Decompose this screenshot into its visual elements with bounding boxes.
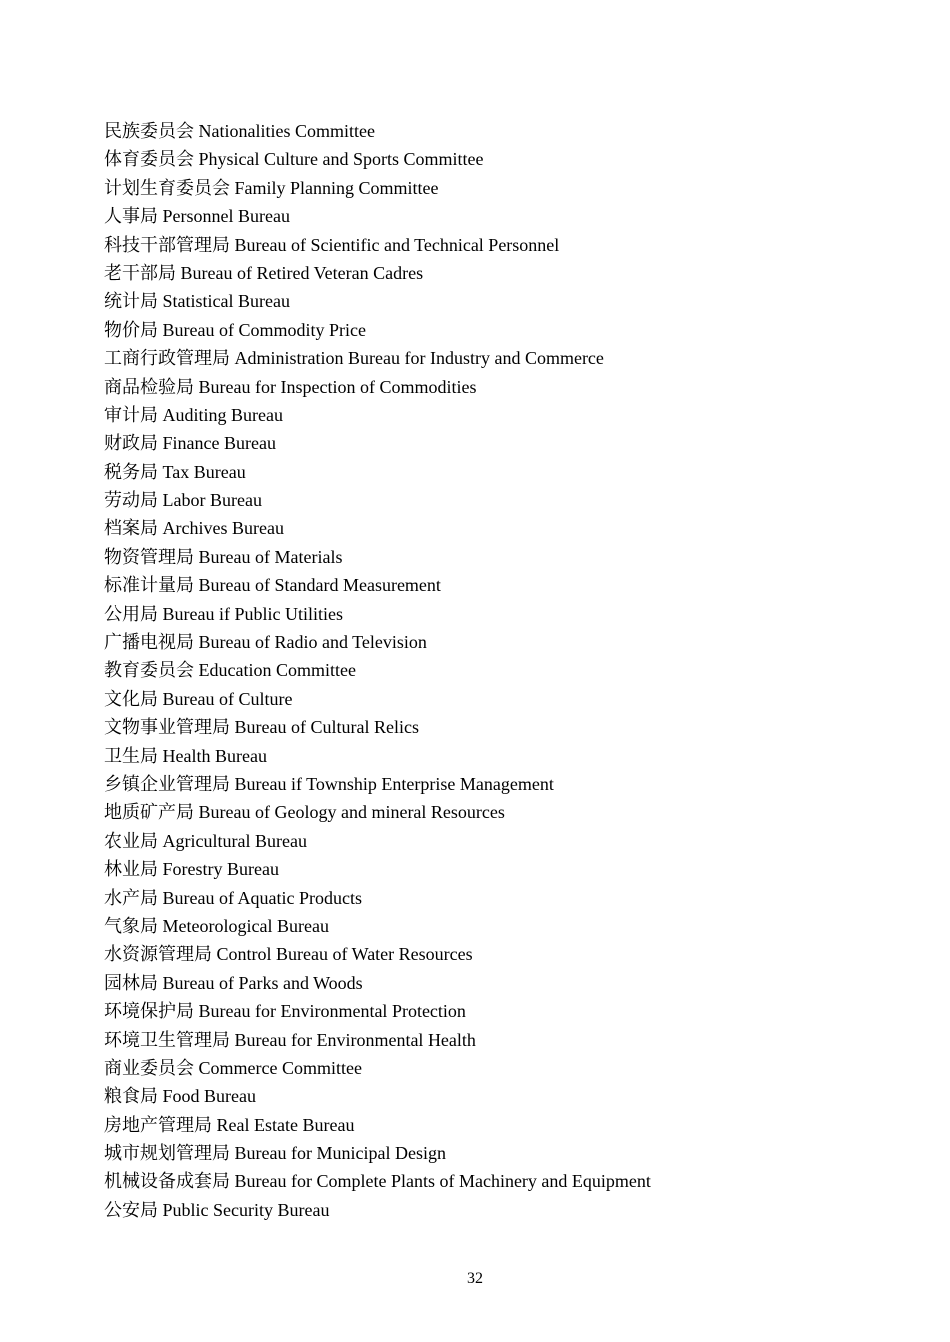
glossary-entry: 商品检验局 Bureau for Inspection of Commodities	[104, 376, 477, 397]
glossary-entry: 劳动局 Labor Bureau	[104, 490, 262, 511]
glossary-entry: 环境保护局 Bureau for Environmental Protection	[104, 1001, 466, 1022]
glossary-entry: 体育委员会 Physical Culture and Sports Committee	[104, 149, 484, 170]
glossary-entry: 财政局 Finance Bureau	[104, 433, 276, 454]
glossary-entry: 环境卫生管理局 Bureau for Environmental Health	[104, 1029, 476, 1050]
glossary-entry: 标准计量局 Bureau of Standard Measurement	[104, 575, 441, 596]
glossary-entry: 商业委员会 Commerce Committee	[104, 1057, 362, 1078]
glossary-entry: 农业局 Agricultural Bureau	[104, 830, 307, 851]
glossary-entry: 工商行政管理局 Administration Bureau for Industry and Commerce	[104, 348, 604, 369]
glossary-entry: 物价局 Bureau of Commodity Price	[104, 319, 366, 340]
page-number: 32	[467, 1270, 483, 1287]
glossary-entry: 计划生育委员会 Family Planning Committee	[104, 177, 439, 198]
glossary-entry: 园林局 Bureau of Parks and Woods	[104, 972, 363, 993]
glossary-entry: 公安局 Public Security Bureau	[104, 1199, 330, 1220]
glossary-entry: 文物事业管理局 Bureau of Cultural Relics	[104, 717, 419, 738]
glossary-entry: 审计局 Auditing Bureau	[104, 404, 283, 425]
glossary-entry: 民族委员会 Nationalities Committee	[104, 121, 375, 141]
glossary-entry: 机械设备成套局 Bureau for Complete Plants of Machinery and Equipment	[104, 1171, 651, 1192]
glossary-entry: 水产局 Bureau of Aquatic Products	[104, 887, 362, 908]
glossary-entry: 物资管理局 Bureau of Materials	[104, 546, 343, 567]
glossary-entry: 教育委员会 Education Committee	[104, 660, 356, 681]
glossary-list	[104, 117, 651, 1224]
glossary-entry: 老干部局 Bureau of Retired Veteran Cadres	[104, 262, 424, 283]
glossary-entry: 统计局 Statistical Bureau	[104, 291, 290, 312]
glossary-entry: 广播电视局 Bureau of Radio and Television	[104, 632, 427, 653]
glossary-entry: 卫生局 Health Bureau	[104, 745, 267, 766]
glossary-entry: 档案局 Archives Bureau	[104, 518, 284, 539]
glossary-entry: 林业局 Forestry Bureau	[104, 859, 279, 880]
glossary-entry: 公用局 Bureau if Public Utilities	[104, 603, 343, 624]
glossary-entry: 地质矿产局 Bureau of Geology and mineral Resources	[104, 802, 505, 823]
glossary-entry: 税务局 Tax Bureau	[104, 461, 246, 482]
glossary-entry: 科技干部管理局 Bureau of Scientific and Technical Personnel	[104, 234, 560, 255]
glossary-entry: 文化局 Bureau of Culture	[104, 688, 293, 709]
glossary-entry: 房地产管理局 Real Estate Bureau	[104, 1114, 355, 1135]
glossary-entry: 水资源管理局 Control Bureau of Water Resources	[104, 944, 473, 965]
glossary-entry: 气象局 Meteorological Bureau	[104, 915, 329, 936]
glossary-entry: 乡镇企业管理局 Bureau if Township Enterprise Management	[104, 773, 554, 794]
glossary-entry: 粮食局 Food Bureau	[104, 1086, 256, 1107]
glossary-entry: 城市规划管理局 Bureau for Municipal Design	[104, 1143, 446, 1164]
glossary-entry: 人事局 Personnel Bureau	[104, 206, 290, 227]
